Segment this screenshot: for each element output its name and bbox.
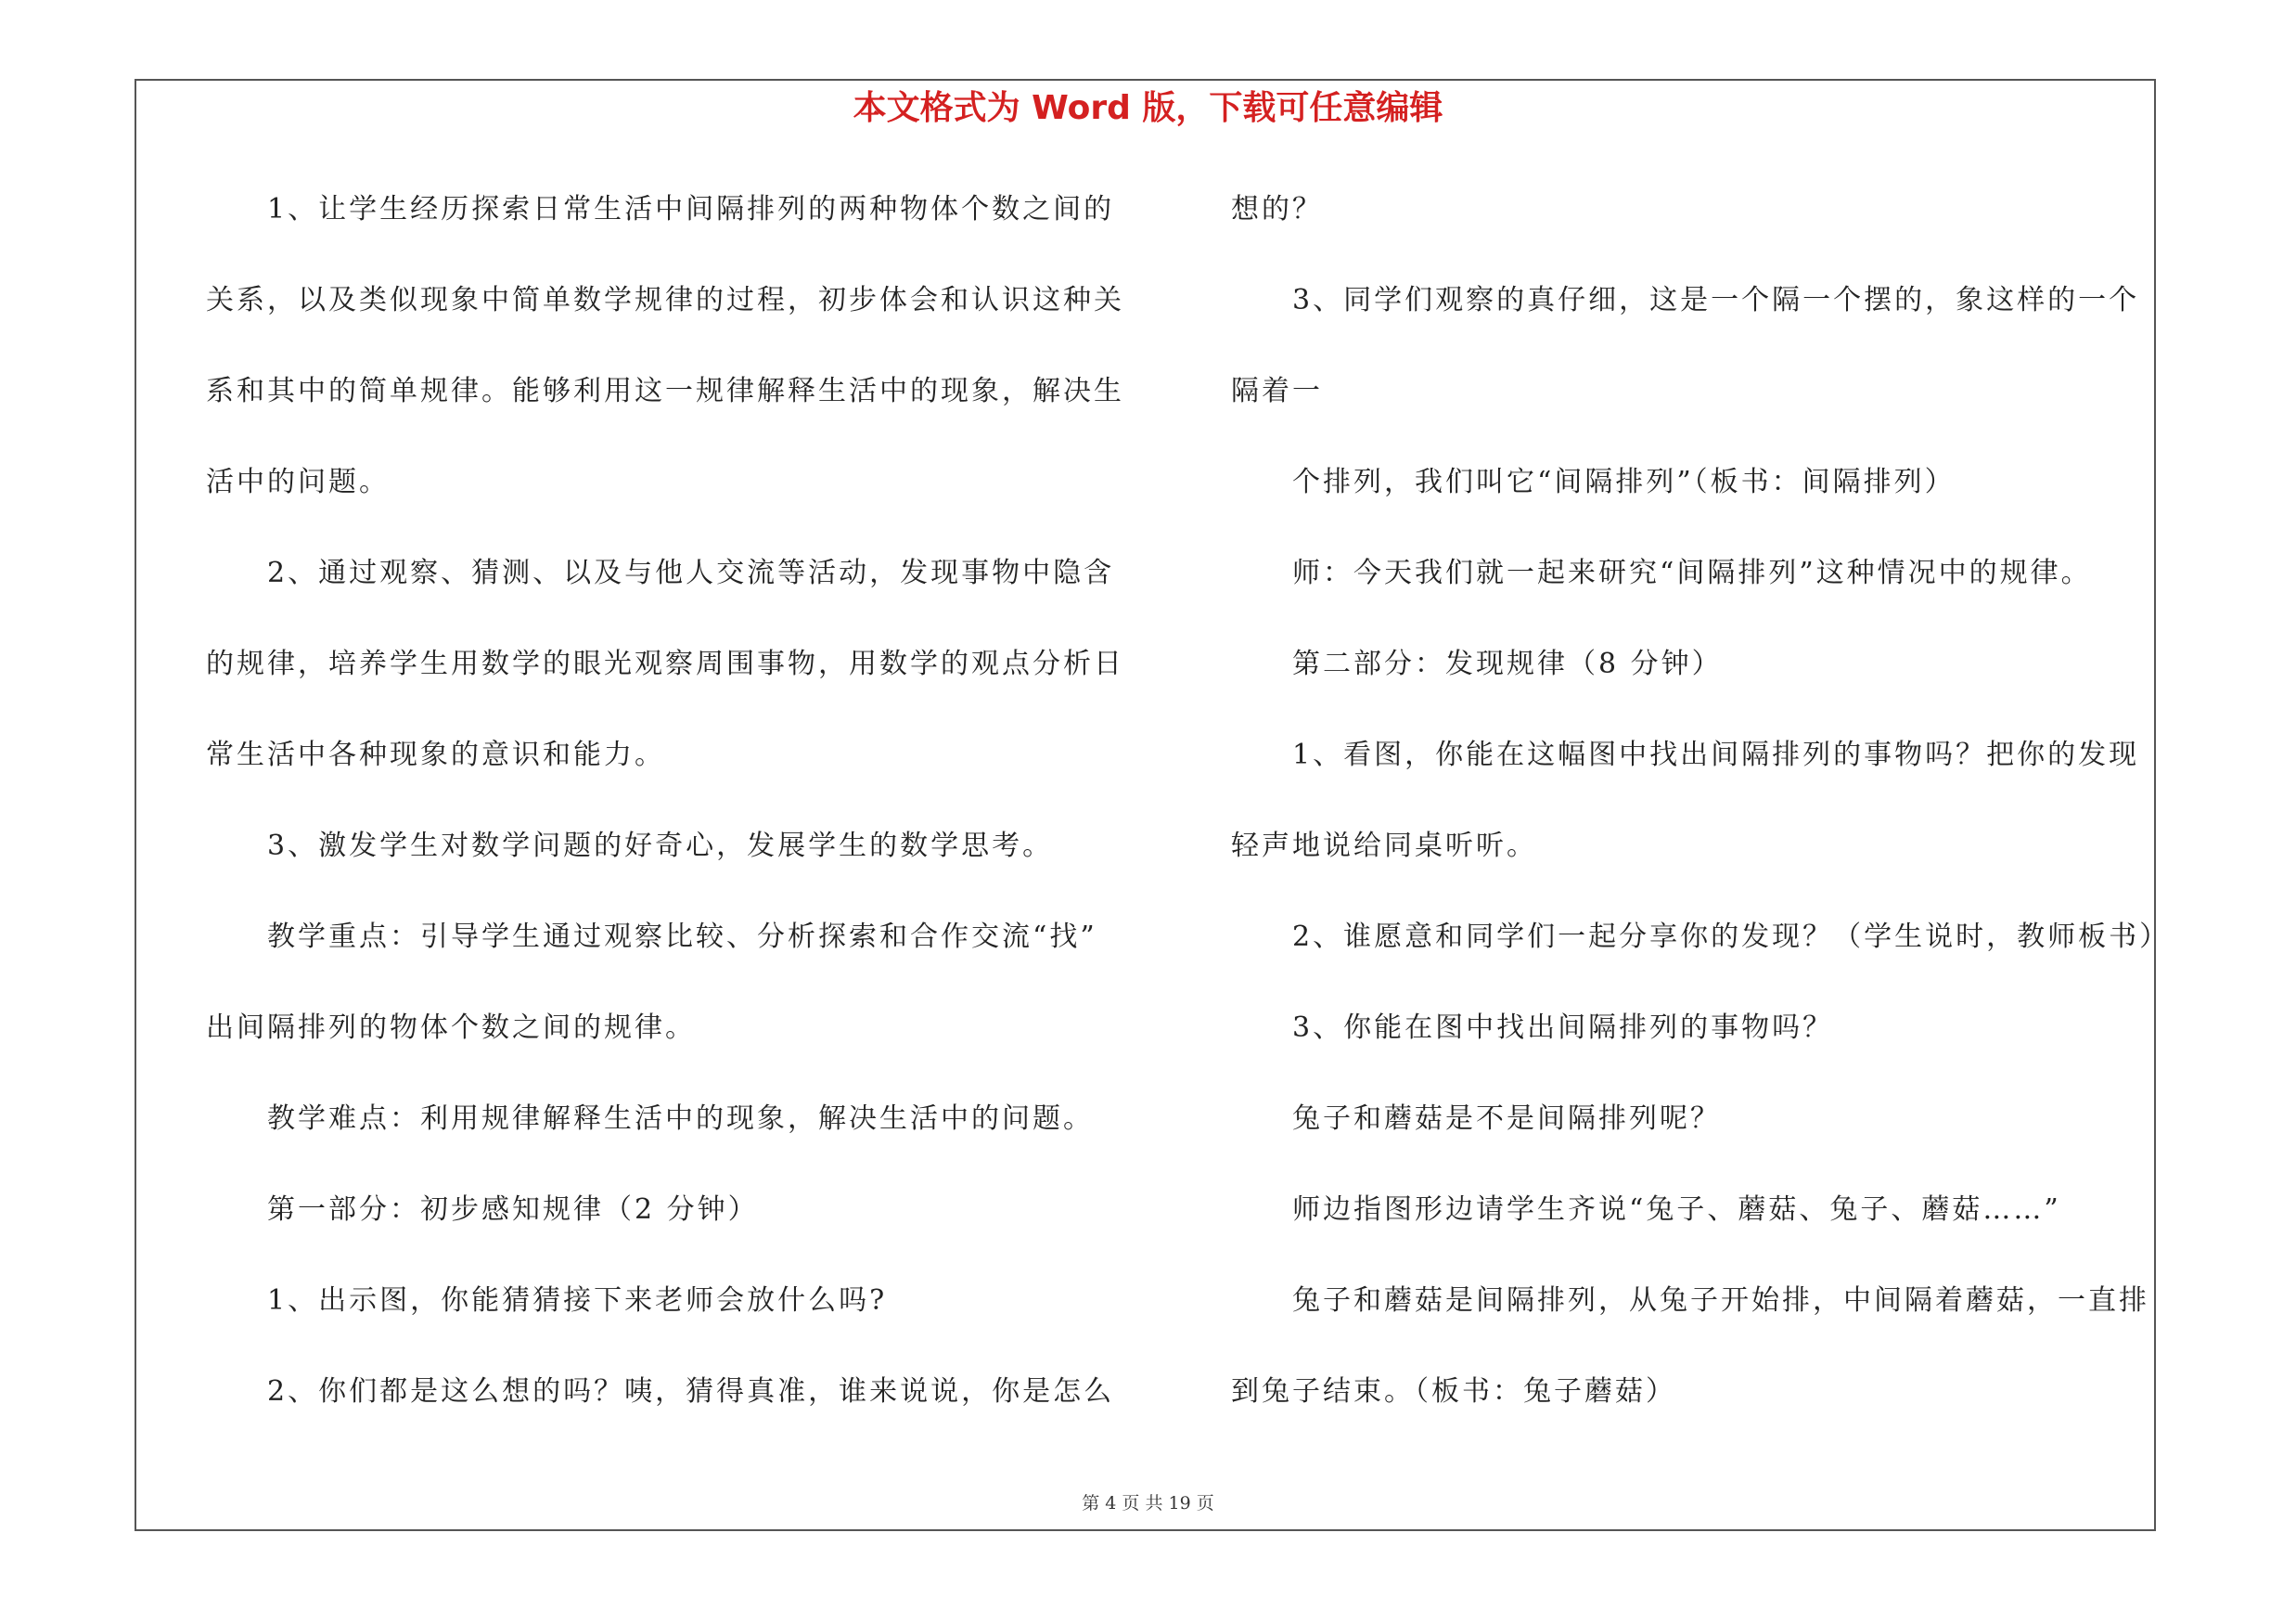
text-line: 1、看图，你能在这幅图中找出间隔排列的事物吗？把你的发现 xyxy=(1292,739,2140,771)
text-line: 隔着一 xyxy=(1231,375,1323,407)
text-line: 的规律，培养学生用数学的眼光观察周围事物，用数学的观点分析日 xyxy=(206,648,1124,680)
text-line: 活中的问题。 xyxy=(206,466,390,498)
text-line: 1、出示图，你能猜猜接下来老师会放什么吗? xyxy=(267,1284,888,1317)
text-line: 个排列，我们叫它“间隔排列”（板书：间隔排列） xyxy=(1292,466,1956,498)
text-line: 师边指图形边请学生齐说“兔子、蘑菇、兔子、蘑菇……” xyxy=(1292,1193,2061,1226)
text-line: 想的？ xyxy=(1231,193,1323,225)
text-line: 系和其中的简单规律。能够利用这一规律解释生活中的现象，解决生 xyxy=(206,375,1124,407)
banner-title: 本文格式为 Word 版，下载可任意编辑 xyxy=(853,89,1443,127)
text-line: 到兔子结束。（板书：兔子蘑菇） xyxy=(1231,1375,1676,1408)
text-line: 3、你能在图中找出间隔排列的事物吗？ xyxy=(1292,1011,1834,1044)
text-line: 第二部分：发现规律（8 分钟） xyxy=(1292,648,1723,680)
text-line: 第一部分：初步感知规律（2 分钟） xyxy=(267,1193,759,1226)
text-line: 教学重点：引导学生通过观察比较、分析探索和合作交流“找” xyxy=(267,921,1097,953)
text-line: 师：今天我们就一起来研究“间隔排列”这种情况中的规律。 xyxy=(1292,557,2092,589)
text-line: 3、激发学生对数学问题的好奇心，发展学生的数学思考。 xyxy=(267,830,1054,862)
text-line: 常生活中各种现象的意识和能力。 xyxy=(206,739,665,771)
text-line: 教学难点：利用规律解释生活中的现象，解决生活中的问题。 xyxy=(267,1102,1094,1135)
text-line: 出间隔排列的物体个数之间的规律。 xyxy=(206,1011,696,1044)
text-line: 兔子和蘑菇是不是间隔排列呢？ xyxy=(1292,1102,1721,1135)
text-line: 1、让学生经历探索日常生活中间隔排列的两种物体个数之间的 xyxy=(267,193,1115,225)
page-footer: 第 4 页 共 19 页 xyxy=(1082,1493,1214,1514)
text-line: 关系，以及类似现象中简单数学规律的过程，初步体会和认识这种关 xyxy=(206,284,1124,316)
text-line: 兔子和蘑菇是间隔排列，从兔子开始排，中间隔着蘑菇，一直排 xyxy=(1292,1284,2149,1317)
text-line: 3、同学们观察的真仔细，这是一个隔一个摆的，象这样的一个 xyxy=(1292,284,2140,316)
text-line: 2、谁愿意和同学们一起分享你的发现？（学生说时，教师板书） xyxy=(1292,921,2171,953)
text-line: 2、通过观察、猜测、以及与他人交流等活动，发现事物中隐含 xyxy=(267,557,1115,589)
text-line: 轻声地说给同桌听听。 xyxy=(1231,830,1537,862)
text-line: 2、你们都是这么想的吗？咦，猜得真准，谁来说说，你是怎么 xyxy=(267,1375,1115,1408)
